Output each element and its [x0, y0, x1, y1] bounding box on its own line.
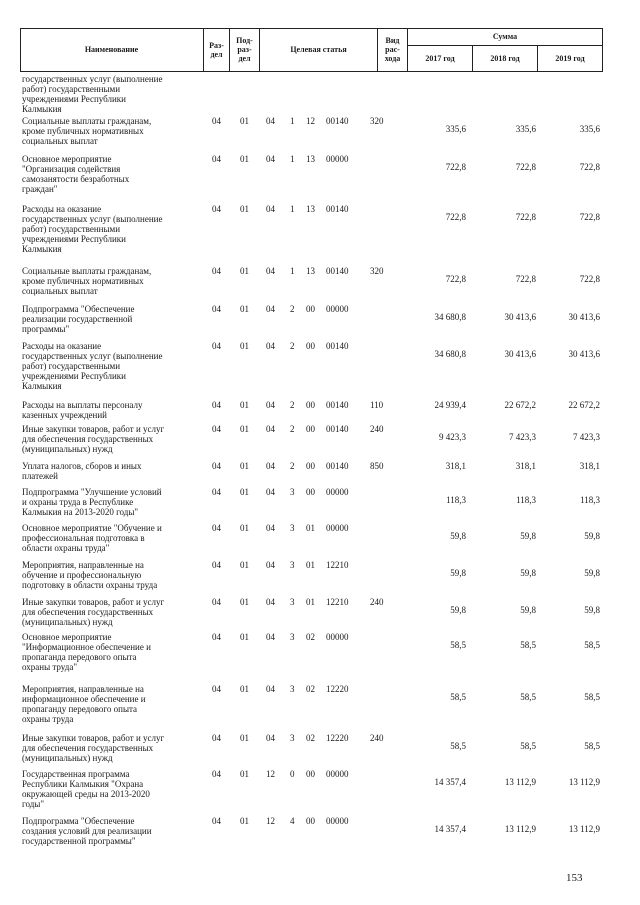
row-target-2: 3: [290, 684, 295, 694]
row-target-1: 12: [266, 816, 275, 826]
row-name: Социальные выплаты гражданам, кроме публичных нормативных социальных выплат: [22, 116, 152, 146]
row-target-3: 01: [306, 597, 315, 607]
row-sum-2019: 30 413,6: [568, 349, 600, 359]
row-podrazdel: 01: [240, 116, 249, 126]
row-name: Основное мероприятие "Организация содействия самозанятости безработных граждан": [22, 154, 130, 194]
row-sum-2017: 58,5: [450, 640, 466, 650]
row-target-3: 00: [306, 341, 315, 351]
row-sum-2018: 118,3: [516, 495, 536, 505]
row-target-3: 13: [306, 204, 315, 214]
row-target-2: 2: [290, 424, 295, 434]
row-podrazdel: 01: [240, 461, 249, 471]
row-vid: 240: [370, 424, 384, 434]
row-sum-2017: 722,8: [445, 274, 466, 284]
row-target-1: 04: [266, 684, 275, 694]
row-target-3: 00: [306, 816, 315, 826]
row-target-4: 00000: [326, 816, 349, 826]
row-sum-2017: 14 357,4: [434, 824, 466, 834]
row-name: Основное мероприятие "Обучение и профессиональная подготовка в области охраны труда": [22, 523, 162, 553]
row-target-1: 04: [266, 461, 275, 471]
row-target-4: 12210: [326, 597, 349, 607]
row-target-3: 00: [306, 424, 315, 434]
row-sum-2017: 335,6: [445, 124, 466, 134]
row-target-3: 00: [306, 487, 315, 497]
row-target-4: 00140: [326, 116, 349, 126]
row-sum-2019: 722,8: [579, 162, 600, 172]
row-target-4: 00140: [326, 461, 349, 471]
row-target-3: 01: [306, 523, 315, 533]
row-target-3: 02: [306, 733, 315, 743]
row-sum-2019: 59,8: [584, 531, 600, 541]
row-sum-2017: 722,8: [445, 212, 466, 222]
row-sum-2018: 722,8: [515, 212, 536, 222]
row-podrazdel: 01: [240, 769, 249, 779]
row-target-2: 2: [290, 461, 295, 471]
row-target-3: 02: [306, 684, 315, 694]
row-sum-2019: 22 672,2: [568, 400, 600, 410]
row-target-4: 00000: [326, 769, 349, 779]
row-target-3: 13: [306, 266, 315, 276]
row-target-2: 2: [290, 304, 295, 314]
row-target-4: 00140: [326, 266, 349, 276]
row-sum-2017: 59,8: [450, 568, 466, 578]
row-target-2: 1: [290, 154, 295, 164]
row-podrazdel: 01: [240, 523, 249, 533]
row-podrazdel: 01: [240, 560, 249, 570]
row-target-4: 00000: [326, 154, 349, 164]
row-name: Мероприятия, направленные на обучение и профессиональную подготовку в области охраны труда: [22, 560, 158, 590]
row-name: государственных услуг (выполнение работ) государственными учреждениями Республики Калмыкия: [22, 74, 163, 114]
row-razdel: 04: [212, 400, 221, 410]
row-target-2: 0: [290, 769, 295, 779]
table-header: [20, 28, 603, 72]
row-razdel: 04: [212, 523, 221, 533]
row-vid: 110: [370, 400, 384, 410]
row-podrazdel: 01: [240, 684, 249, 694]
header-year-2019: 2019 год: [538, 46, 603, 72]
row-sum-2018: 22 672,2: [504, 400, 536, 410]
row-razdel: 04: [212, 204, 221, 214]
row-sum-2017: 59,8: [450, 531, 466, 541]
row-target-1: 04: [266, 266, 275, 276]
row-podrazdel: 01: [240, 304, 249, 314]
row-razdel: 04: [212, 632, 221, 642]
row-target-2: 2: [290, 400, 295, 410]
row-name: Государственная программа Республики Калмыкия "Охрана окружающей среды на 2013-2020 годы": [22, 769, 150, 809]
row-razdel: 04: [212, 424, 221, 434]
row-sum-2017: 722,8: [445, 162, 466, 172]
row-target-4: 00000: [326, 304, 349, 314]
row-target-1: 04: [266, 400, 275, 410]
row-target-2: 1: [290, 204, 295, 214]
row-sum-2019: 58,5: [584, 640, 600, 650]
row-target-4: 00000: [326, 632, 349, 642]
row-target-2: 2: [290, 341, 295, 351]
row-sum-2019: 58,5: [584, 692, 600, 702]
row-name: Расходы на оказание государственных услуг (выполнение работ) государственными учреждениями Республики Калмыкия: [22, 341, 163, 391]
row-vid: 240: [370, 733, 384, 743]
row-podrazdel: 01: [240, 424, 249, 434]
row-podrazdel: 01: [240, 816, 249, 826]
row-razdel: 04: [212, 116, 221, 126]
row-name: Подпрограмма "Обеспечение реализации государственной программы": [22, 304, 135, 334]
row-sum-2018: 59,8: [520, 531, 536, 541]
header-podrazdel: Под- раз- дел: [230, 28, 260, 72]
row-name: Подпрограмма "Обеспечение создания условий для реализации государственной программы": [22, 816, 152, 846]
row-target-1: 12: [266, 769, 275, 779]
row-target-1: 04: [266, 523, 275, 533]
row-target-2: 3: [290, 733, 295, 743]
row-podrazdel: 01: [240, 204, 249, 214]
row-sum-2019: 335,6: [579, 124, 600, 134]
row-name: Расходы на выплаты персоналу казенных учреждений: [22, 400, 143, 420]
row-razdel: 04: [212, 733, 221, 743]
row-sum-2017: 34 680,8: [434, 349, 466, 359]
row-target-3: 00: [306, 400, 315, 410]
row-target-3: 13: [306, 154, 315, 164]
row-sum-2019: 318,1: [579, 461, 600, 471]
row-sum-2019: 7 423,3: [573, 432, 600, 442]
row-target-3: 00: [306, 769, 315, 779]
row-target-3: 01: [306, 560, 315, 570]
header-razdel: Раз- дел: [204, 28, 230, 72]
row-target-1: 04: [266, 560, 275, 570]
row-target-4: 00000: [326, 487, 349, 497]
row-target-1: 04: [266, 487, 275, 497]
row-razdel: 04: [212, 154, 221, 164]
row-podrazdel: 01: [240, 632, 249, 642]
row-razdel: 04: [212, 461, 221, 471]
row-target-2: 3: [290, 632, 295, 642]
row-sum-2019: 13 112,9: [568, 824, 600, 834]
row-razdel: 04: [212, 560, 221, 570]
header-vid: Вид рас- хода: [378, 28, 408, 72]
header-target: Целевая статья: [260, 28, 378, 72]
row-sum-2018: 318,1: [515, 461, 536, 471]
row-sum-2018: 58,5: [520, 640, 536, 650]
row-target-1: 04: [266, 597, 275, 607]
row-sum-2018: 58,5: [520, 692, 536, 702]
row-target-1: 04: [266, 632, 275, 642]
row-name: Мероприятия, направленные на информационное обеспечение и пропаганду передового опыта охраны труда: [22, 684, 146, 724]
row-sum-2019: 59,8: [584, 605, 600, 615]
row-target-4: 00140: [326, 424, 349, 434]
row-target-3: 02: [306, 632, 315, 642]
row-name: Иные закупки товаров, работ и услуг для обеспечения государственных (муниципальных) нужд: [22, 424, 165, 454]
row-sum-2018: 7 423,3: [509, 432, 536, 442]
row-target-2: 4: [290, 816, 295, 826]
header-summa: Сумма: [408, 28, 603, 46]
row-name: Расходы на оказание государственных услуг (выполнение работ) государственными учреждениями Республики Калмыкия: [22, 204, 163, 254]
row-name: Уплата налогов, сборов и иных платежей: [22, 461, 142, 481]
row-razdel: 04: [212, 487, 221, 497]
row-sum-2018: 13 112,9: [504, 824, 536, 834]
row-sum-2019: 59,8: [584, 568, 600, 578]
row-vid: 320: [370, 266, 384, 276]
row-podrazdel: 01: [240, 341, 249, 351]
row-target-2: 1: [290, 266, 295, 276]
row-sum-2018: 335,6: [515, 124, 536, 134]
row-sum-2019: 118,3: [580, 495, 600, 505]
row-target-4: 00140: [326, 341, 349, 351]
row-sum-2017: 34 680,8: [434, 312, 466, 322]
row-sum-2019: 58,5: [584, 741, 600, 751]
row-sum-2019: 13 112,9: [568, 777, 600, 787]
row-target-2: 3: [290, 597, 295, 607]
row-target-1: 04: [266, 424, 275, 434]
row-sum-2017: 24 939,4: [434, 400, 466, 410]
page-number: 153: [566, 872, 583, 884]
row-vid: 240: [370, 597, 384, 607]
row-target-2: 3: [290, 523, 295, 533]
row-sum-2018: 30 413,6: [504, 349, 536, 359]
row-name: Подпрограмма "Улучшение условий и охраны труда в Республике Калмыкия на 2013-2020 годы": [22, 487, 162, 517]
row-sum-2018: 722,8: [515, 162, 536, 172]
row-target-3: 12: [306, 116, 315, 126]
row-podrazdel: 01: [240, 154, 249, 164]
row-target-4: 12220: [326, 684, 349, 694]
row-sum-2017: 58,5: [450, 692, 466, 702]
row-sum-2018: 59,8: [520, 568, 536, 578]
row-target-4: 00140: [326, 400, 349, 410]
row-razdel: 04: [212, 816, 221, 826]
row-sum-2017: 9 423,3: [439, 432, 466, 442]
row-sum-2018: 13 112,9: [504, 777, 536, 787]
row-sum-2017: 58,5: [450, 741, 466, 751]
row-sum-2018: 58,5: [520, 741, 536, 751]
row-vid: 850: [370, 461, 384, 471]
row-podrazdel: 01: [240, 266, 249, 276]
row-razdel: 04: [212, 341, 221, 351]
row-podrazdel: 01: [240, 597, 249, 607]
row-vid: 320: [370, 116, 384, 126]
row-target-1: 04: [266, 204, 275, 214]
row-name: Социальные выплаты гражданам, кроме публичных нормативных социальных выплат: [22, 266, 152, 296]
row-podrazdel: 01: [240, 487, 249, 497]
row-sum-2017: 59,8: [450, 605, 466, 615]
row-target-1: 04: [266, 116, 275, 126]
row-sum-2017: 14 357,4: [434, 777, 466, 787]
row-sum-2018: 30 413,6: [504, 312, 536, 322]
row-target-4: 00140: [326, 204, 349, 214]
row-podrazdel: 01: [240, 733, 249, 743]
row-sum-2019: 722,8: [579, 274, 600, 284]
row-target-1: 04: [266, 304, 275, 314]
row-razdel: 04: [212, 304, 221, 314]
header-name: Наименование: [20, 28, 204, 72]
row-sum-2017: 118,3: [446, 495, 466, 505]
row-name: Иные закупки товаров, работ и услуг для обеспечения государственных (муниципальных) нужд: [22, 733, 165, 763]
row-target-4: 00000: [326, 523, 349, 533]
row-podrazdel: 01: [240, 400, 249, 410]
row-sum-2019: 722,8: [579, 212, 600, 222]
row-razdel: 04: [212, 597, 221, 607]
row-target-4: 12220: [326, 733, 349, 743]
header-year-2017: 2017 год: [408, 46, 473, 72]
row-razdel: 04: [212, 769, 221, 779]
row-razdel: 04: [212, 266, 221, 276]
row-razdel: 04: [212, 684, 221, 694]
row-target-3: 00: [306, 461, 315, 471]
row-sum-2018: 59,8: [520, 605, 536, 615]
row-target-4: 12210: [326, 560, 349, 570]
header-year-2018: 2018 год: [473, 46, 538, 72]
row-target-1: 04: [266, 154, 275, 164]
row-target-1: 04: [266, 733, 275, 743]
row-name: Основное мероприятие "Информационное обеспечение и пропаганда передового опыта охраны труда": [22, 632, 151, 672]
row-target-2: 3: [290, 487, 295, 497]
row-target-3: 00: [306, 304, 315, 314]
row-target-2: 3: [290, 560, 295, 570]
row-name: Иные закупки товаров, работ и услуг для обеспечения государственных (муниципальных) нужд: [22, 597, 165, 627]
row-sum-2019: 30 413,6: [568, 312, 600, 322]
row-target-1: 04: [266, 341, 275, 351]
row-sum-2017: 318,1: [445, 461, 466, 471]
row-target-2: 1: [290, 116, 295, 126]
row-sum-2018: 722,8: [515, 274, 536, 284]
